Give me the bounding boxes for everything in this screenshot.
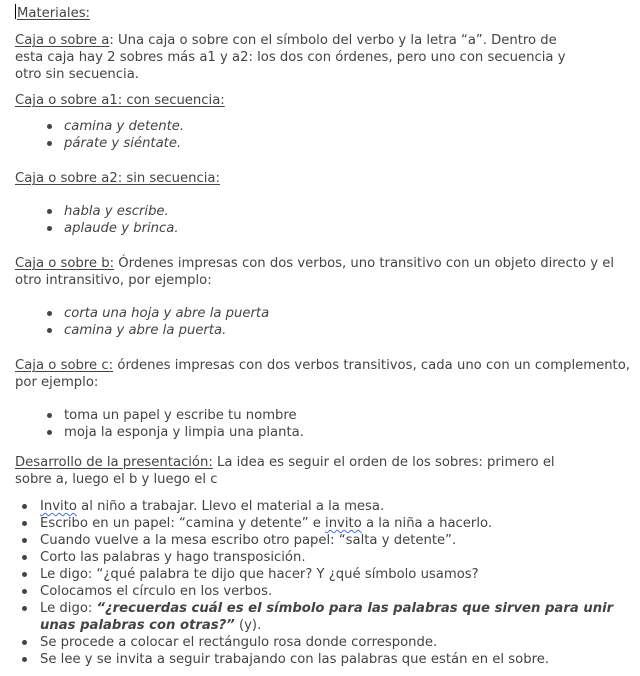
caja-c-list: [0, 407, 630, 441]
list-item: camina y abre la puerta.: [0, 322, 630, 339]
caja-b-list: [0, 305, 630, 339]
caja-a1-list: [0, 118, 630, 152]
desarrollo-label: Desarrollo de la presentación:: [15, 455, 213, 470]
caja-b-paragraph: [15, 255, 630, 289]
list-item: Escribo en un papel: “camina y detente” e invito a la niña a hacerlo.: [0, 515, 630, 532]
list-item: moja la esponja y limpia una planta.: [0, 424, 630, 441]
spellcheck-word: Invito: [40, 499, 77, 514]
desarrollo-paragraph: [15, 454, 590, 488]
list-item: toma un papel y escribe tu nombre: [0, 407, 630, 424]
spellcheck-word: invito: [325, 516, 362, 531]
caja-c-paragraph: [15, 357, 630, 391]
list-item: Le digo: “¿recuerdas cuál es el símbolo para las palabras que sirven para unir unas palabras con otras?” (y).: [0, 600, 630, 634]
list-item: Se procede a colocar el rectángulo rosa donde corresponde.: [0, 634, 630, 651]
list-item: Invito al niño a trabajar. Llevo el material a la mesa.: [0, 498, 630, 515]
list-item: párate y siéntate.: [0, 135, 630, 152]
text-cursor: [15, 4, 16, 19]
list-item: Cuando vuelve a la mesa escribo otro papel: “salta y detente”.: [0, 532, 630, 549]
caja-a1-heading: Caja o sobre a1: con secuencia:: [15, 93, 225, 108]
list-item: Colocamos el círculo en los verbos.: [0, 583, 630, 600]
desarrollo-text: La idea es seguir el orden de los sobres: primero el sobre a, luego el b y luego el c: [15, 455, 555, 487]
list-item: aplaude y brinca.: [0, 220, 630, 237]
steps-list: [0, 498, 630, 668]
caja-c-text: órdenes impresas con dos verbos transitivos, cada uno con un complemento, por ejemplo:: [15, 358, 630, 390]
list-item: Corto las palabras y hago transposición.: [0, 549, 630, 566]
list-item: Le digo: “¿qué palabra te dijo que hacer? Y ¿qué símbolo usamos?: [0, 566, 630, 583]
caja-a-text: : Una caja o sobre con el símbolo del verbo y la letra “a”. Dentro de esta caja hay 2 sobres más a1 y a2: los dos con órdenes, pero uno con secuencia y otro sin secuencia.: [15, 33, 566, 82]
list-item: Se lee y se invita a seguir trabajando con las palabras que están en el sobre.: [0, 651, 630, 668]
caja-b-label: Caja o sobre b:: [15, 256, 115, 271]
caja-a2-list: [0, 203, 630, 237]
list-item: habla y escribe.: [0, 203, 630, 220]
caja-a2-heading: Caja o sobre a2: sin secuencia:: [15, 171, 220, 186]
materials-heading: Materiales:: [17, 6, 91, 21]
caja-c-label: Caja o sobre c:: [15, 358, 114, 373]
list-item: corta una hoja y abre la puerta: [0, 305, 630, 322]
caja-a-label: Caja o sobre a: [15, 33, 110, 48]
list-item: camina y detente.: [0, 118, 630, 135]
caja-a-paragraph: [15, 32, 585, 83]
caja-b-text: Órdenes impresas con dos verbos, uno transitivo con un objeto directo y el otro intransitivo, por ejemplo:: [15, 256, 614, 288]
